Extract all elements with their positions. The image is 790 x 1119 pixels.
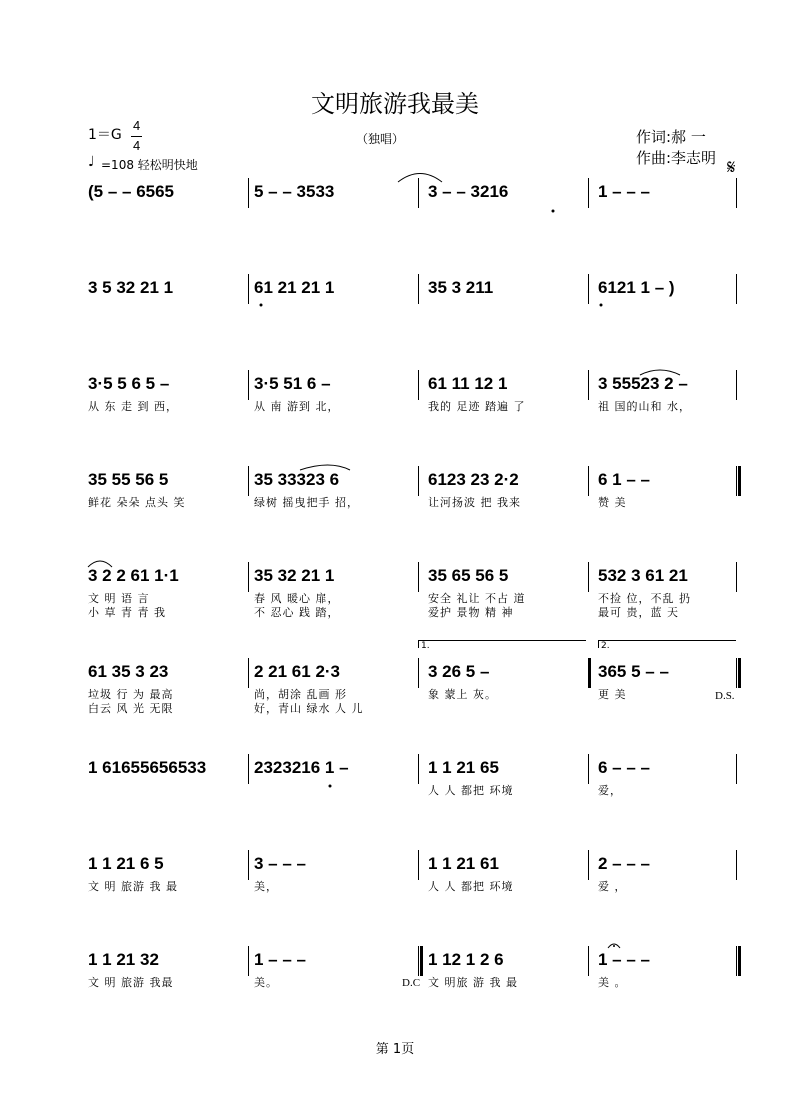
lyric-verse-1: 文 明 旅游 我最 xyxy=(88,976,174,989)
lyric-verse-1: 不捡 位，不乱 扔 xyxy=(598,592,691,605)
lyric-verse-1: 从 东 走 到 西， xyxy=(88,400,178,413)
lyric-verse-1: 从 南 游到 北， xyxy=(254,400,340,413)
quarter-note-icon: ♩ xyxy=(88,154,95,170)
measure-notes: 3 5 32 21 1 xyxy=(88,278,174,297)
lyricist-credit: 作词:郝 一 xyxy=(636,128,706,146)
lyric-verse-1: 文 明旅 游 我 最 xyxy=(428,976,518,989)
measure-notes: 6 – – – xyxy=(598,758,650,777)
page-title: 文明旅游我最美 xyxy=(311,90,479,118)
fermata-dot xyxy=(613,945,615,947)
lyric-verse-1: 鲜花 朵朵 点头 笑 xyxy=(88,496,186,509)
tempo-marking: =108 轻松明快地 xyxy=(101,158,198,172)
lyric-verse-1: 更 美 xyxy=(598,688,627,701)
time-signature-bottom: 4 xyxy=(133,138,141,153)
measure-notes: 1 1 21 61 xyxy=(428,854,499,873)
measure-notes: 35 32 21 1 xyxy=(254,566,335,585)
octave-dot xyxy=(260,304,263,307)
tie-arc xyxy=(398,174,442,183)
measure-notes: 3 – – – xyxy=(254,854,306,873)
dc-mark: D.C xyxy=(402,977,421,989)
lyric-verse-1: 人 人 都把 环境 xyxy=(428,784,514,797)
measure-notes: 3 2 2 61 1·1 xyxy=(88,566,179,585)
measure-notes: 1 – – – xyxy=(598,950,650,969)
measure-notes: 1 61655656533 xyxy=(88,758,207,777)
lyric-verse-2: 好，青山 绿水 人 儿 xyxy=(254,702,364,715)
lyric-verse-1: 垃圾 行 为 最高 xyxy=(88,688,174,701)
measure-notes: 61 35 3 23 xyxy=(88,662,169,681)
measure-notes: 1 1 21 65 xyxy=(428,758,499,777)
tie-arc xyxy=(300,465,350,470)
measure-notes: 35 65 56 5 xyxy=(428,566,509,585)
measure-notes: 6121 1 – ) xyxy=(598,278,675,297)
measure-notes: 1 – – – xyxy=(254,950,306,969)
lyric-verse-1: 美， xyxy=(254,880,278,893)
lyric-verse-2: 不 忍心 践 踏， xyxy=(254,606,340,619)
lyric-verse-1: 美。 xyxy=(254,976,278,989)
measure-notes: 2323216 1 – xyxy=(254,758,349,777)
ds-mark: D.S. xyxy=(715,690,735,702)
lyric-verse-2: 爱护 景物 精 神 xyxy=(428,606,514,619)
lyric-verse-1: 文 明 旅游 我 最 xyxy=(88,880,178,893)
measure-notes: 61 21 21 1 xyxy=(254,278,335,297)
measure-notes: 3 – – 3216 xyxy=(428,182,509,201)
measure-notes: 1 1 21 32 xyxy=(88,950,159,969)
key-signature: 1＝G xyxy=(88,127,122,143)
tie-arc xyxy=(88,561,112,567)
measure-notes: 365 5 – – xyxy=(598,662,669,681)
lyric-verse-1: 春 风 暖心 扉， xyxy=(254,592,340,605)
measure-notes: 35 3 211 xyxy=(428,278,494,297)
segno-icon: 𝄋 xyxy=(727,155,736,179)
composer-credit: 作曲:李志明 xyxy=(636,149,717,167)
measure-notes: 2 21 61 2·3 xyxy=(254,662,341,681)
measure-notes: 6123 23 2·2 xyxy=(428,470,519,489)
measure-notes: 35 55 56 5 xyxy=(88,470,169,489)
lyric-verse-1: 祖 国的山和 水， xyxy=(598,400,691,413)
octave-dot xyxy=(552,210,555,213)
second-ending-number: 2. xyxy=(601,641,610,651)
measure-notes: 3·5 5 6 5 – xyxy=(88,374,170,393)
lyric-verse-1: 尚，胡涂 乱画 形 xyxy=(254,688,347,701)
measure-notes: 3 26 5 – xyxy=(428,662,490,681)
measure-notes: 2 – – – xyxy=(598,854,650,873)
measure-notes: 6 1 – – xyxy=(598,470,650,489)
lyric-verse-1: 绿树 摇曳把手 招， xyxy=(254,496,359,509)
measure-notes: 35 33323 6 xyxy=(254,470,340,489)
measure-notes: 532 3 61 21 xyxy=(598,566,688,585)
lyric-verse-1: 安全 礼让 不占 道 xyxy=(428,592,526,605)
lyric-verse-1: 美 。 xyxy=(598,976,627,989)
time-signature-top: 4 xyxy=(133,118,141,133)
lyric-verse-1: 文 明 语 言 xyxy=(88,592,150,605)
octave-dot xyxy=(600,304,603,307)
lyric-verse-1: 让河扬波 把 我来 xyxy=(428,496,521,509)
lyric-verse-2: 最可 贵，蓝 天 xyxy=(598,606,679,619)
tie-arc xyxy=(640,370,680,375)
lyric-verse-2: 小 草 青 青 我 xyxy=(88,606,166,619)
lyric-verse-1: 赞 美 xyxy=(598,496,627,509)
measure-notes: 3·5 51 6 – xyxy=(254,374,331,393)
lyric-verse-2: 白云 风 光 无限 xyxy=(88,702,174,715)
measure-notes: 61 11 12 1 xyxy=(428,374,508,393)
measure-notes: 1 12 1 2 6 xyxy=(428,950,504,969)
lyric-verse-1: 象 蒙上 灰。 xyxy=(428,688,497,701)
measure-notes: 3 55523 2 – xyxy=(598,374,688,393)
performance-style: （独唱） xyxy=(356,132,405,146)
lyric-verse-1: 我的 足迹 踏遍 了 xyxy=(428,400,526,413)
lyric-verse-1: 爱 ， xyxy=(598,880,627,893)
octave-dot xyxy=(329,785,332,788)
measure-notes: (5 – – 6565 xyxy=(88,182,175,201)
measure-notes: 1 – – – xyxy=(598,182,650,201)
measure-notes: 5 – – 3533 xyxy=(254,182,335,201)
first-ending-number: 1. xyxy=(421,641,430,651)
page-footer: 第 1页 xyxy=(375,1042,415,1057)
lyric-verse-1: 人 人 都把 环境 xyxy=(428,880,514,893)
measure-notes: 1 1 21 6 5 xyxy=(88,854,164,873)
lyric-verse-1: 爱， xyxy=(598,784,622,797)
